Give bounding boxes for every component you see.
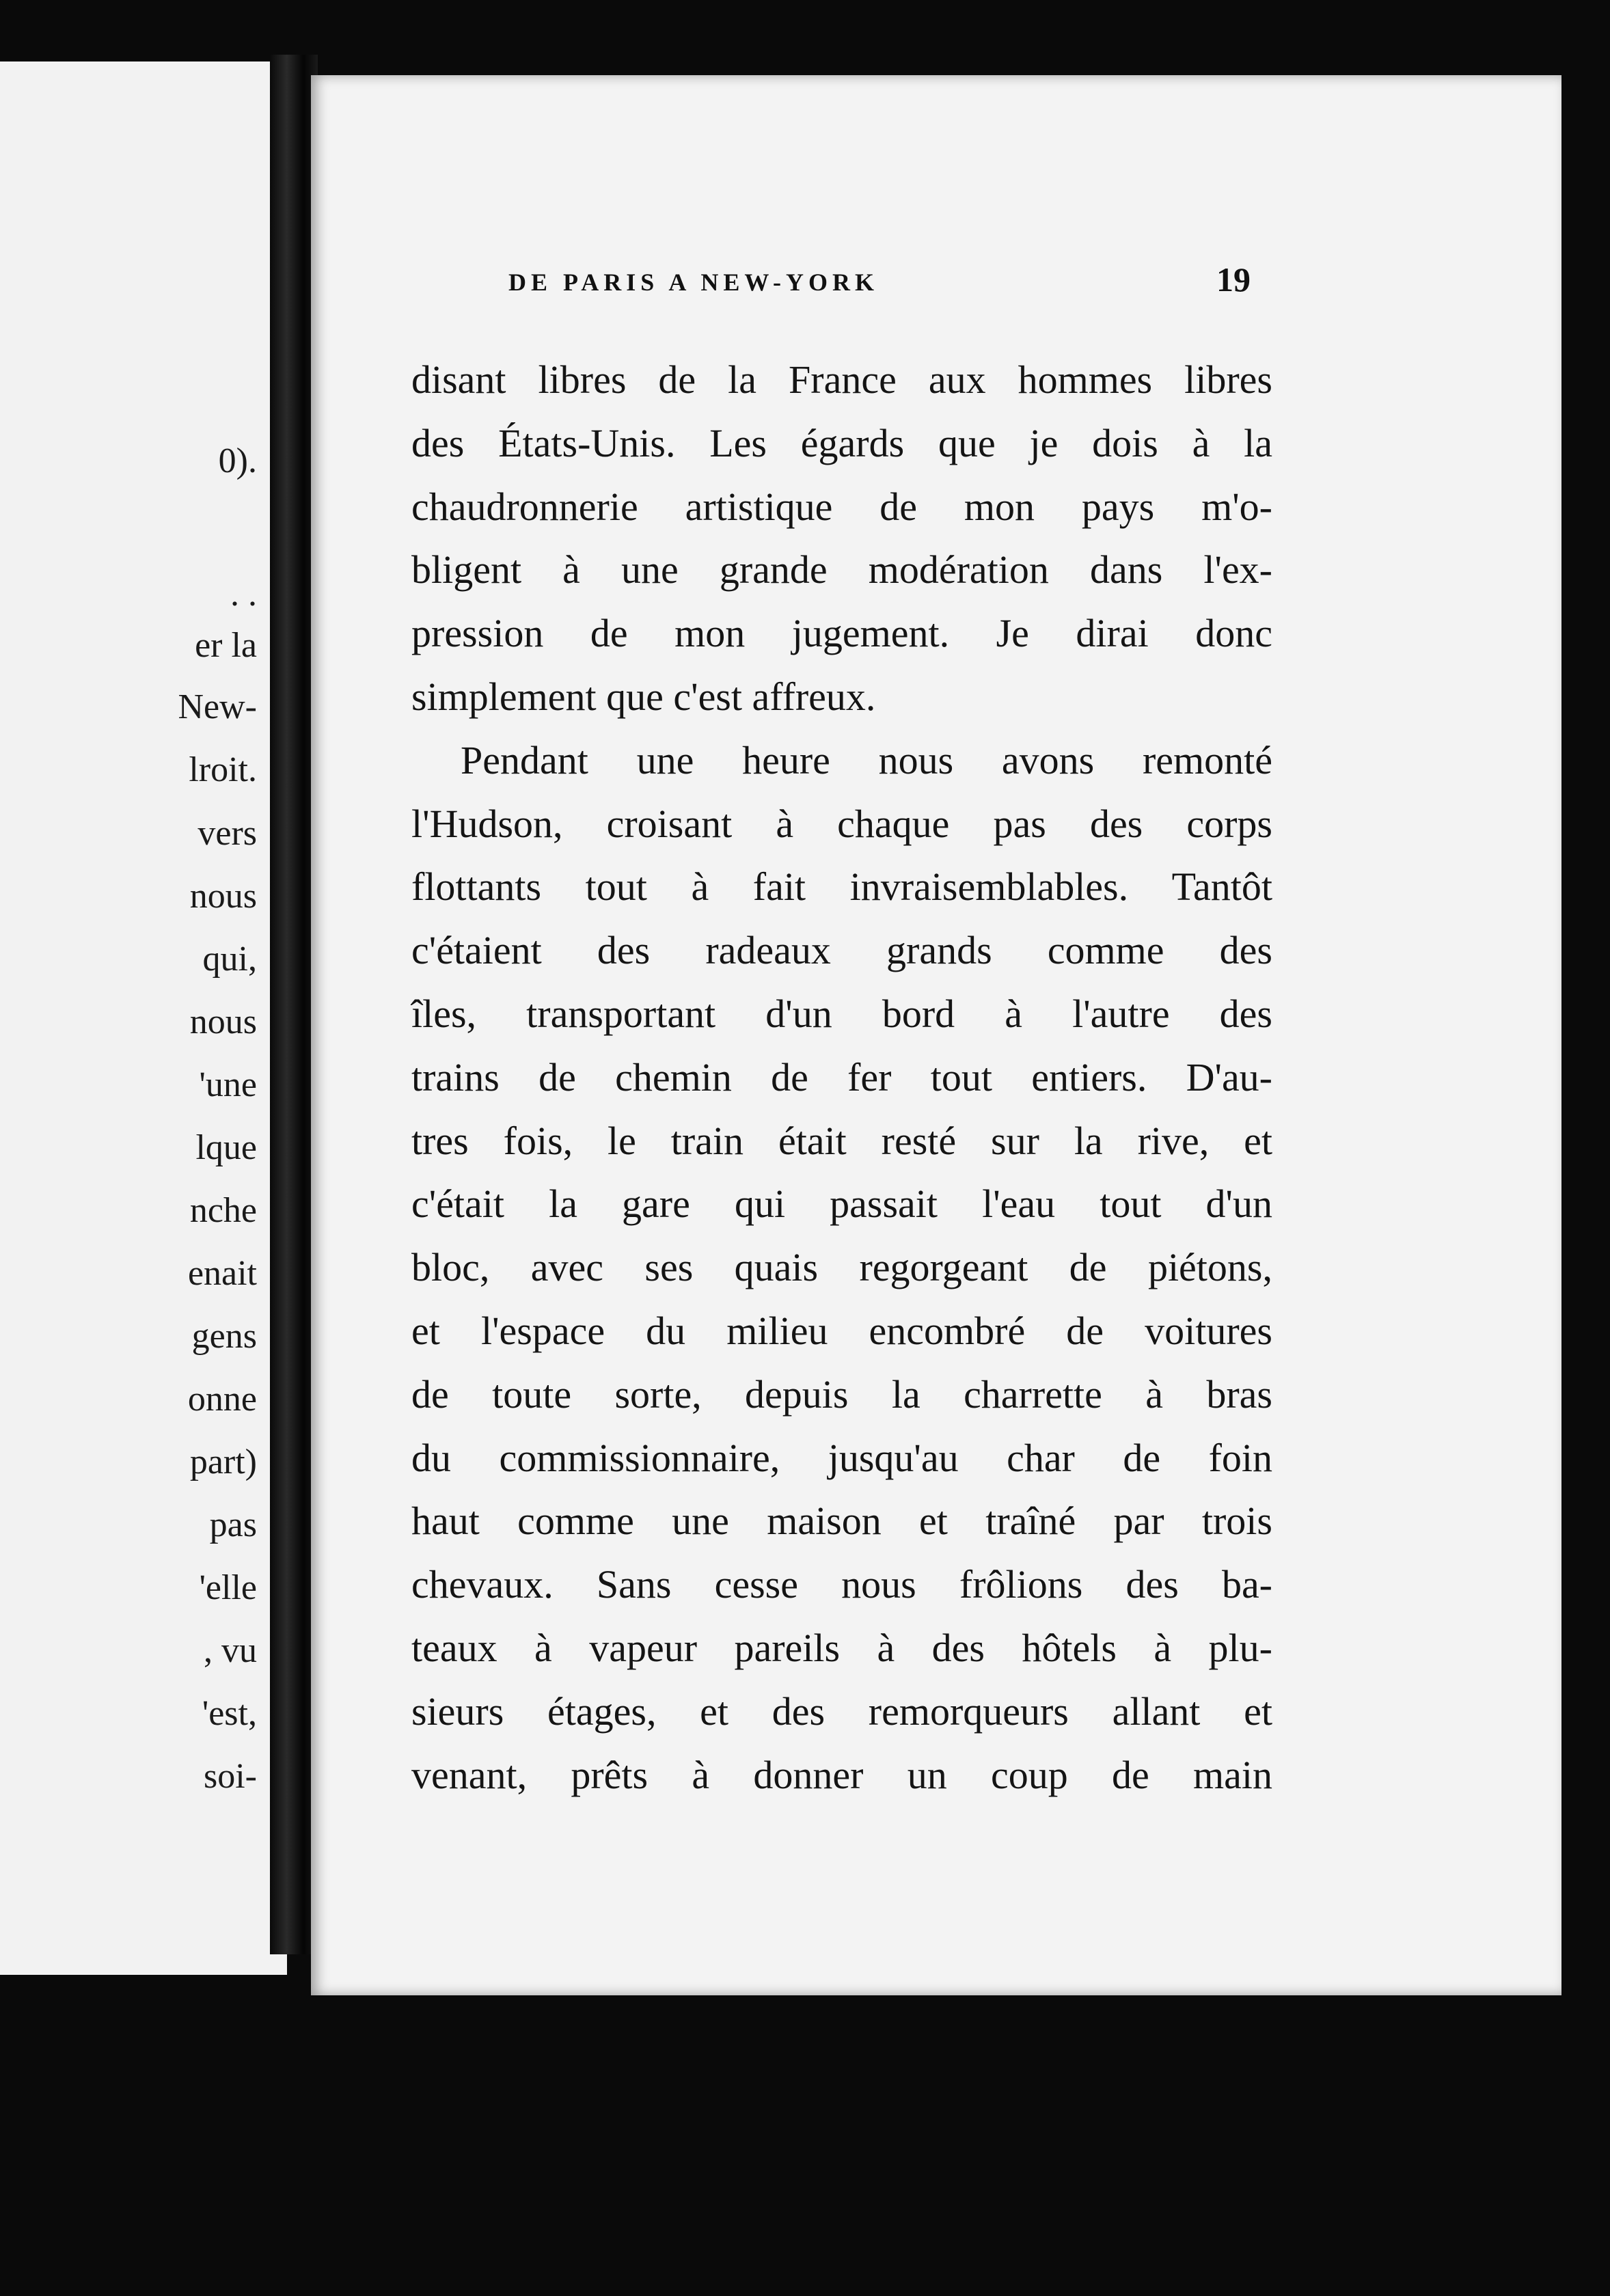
left-fragment: qui, (202, 940, 257, 979)
text-line: flottants tout à fait invraisemblables. Tantôt (411, 864, 1272, 910)
left-fragment: lroit. (189, 750, 257, 789)
left-fragment: soi- (204, 1757, 257, 1796)
text-line: Pendant une heure nous avons remonté (461, 737, 1272, 782)
left-page (0, 62, 287, 1975)
left-fragment: . . (230, 575, 257, 614)
running-head: DE PARIS A NEW-YORK (508, 269, 879, 296)
text-line: l'Hudson, croisant à chaque pas des corps (411, 801, 1272, 846)
left-fragment: New- (178, 687, 257, 726)
left-fragment: part) (189, 1443, 257, 1481)
left-fragment: , vu (204, 1631, 257, 1670)
text-line: chaudronnerie artistique de mon pays m'o- (411, 484, 1272, 529)
left-fragment: nous (189, 877, 257, 916)
left-fragment: 'une (199, 1065, 257, 1104)
text-line: et l'espace du milieu encombré de voitures (411, 1308, 1272, 1353)
left-fragment: nous (189, 1002, 257, 1041)
left-fragment: 'elle (199, 1568, 257, 1607)
text-line: bloc, avec ses quais regorgeant de piétons, (411, 1245, 1272, 1290)
left-fragment: gens (191, 1317, 257, 1356)
left-fragment: er la (195, 626, 257, 665)
text-line: bligent à une grande modération dans l'ex- (411, 547, 1272, 592)
page-number: 19 (1216, 260, 1251, 299)
text-line: venant, prêts à donner un coup de main (411, 1752, 1272, 1797)
text-line: du commissionnaire, jusqu'au char de foin (411, 1435, 1272, 1480)
text-line: pression de mon jugement. Je dirai donc (411, 611, 1272, 656)
left-fragment: pas (209, 1505, 257, 1544)
text-line: chevaux. Sans cesse nous frôlions des ba- (411, 1562, 1272, 1607)
text-line: îles, transportant d'un bord à l'autre des (411, 991, 1272, 1036)
text-line: c'étaient des radeaux grands comme des (411, 928, 1272, 973)
text-line: simplement que c'est affreux. (411, 674, 876, 719)
left-fragment: enait (187, 1254, 257, 1293)
text-line: haut comme une maison et traîné par trois (411, 1499, 1272, 1544)
text-line: de toute sorte, depuis la charrette à bras (411, 1371, 1272, 1417)
text-line: c'était la gare qui passait l'eau tout d'un (411, 1181, 1272, 1227)
text-line: trains de chemin de fer tout entiers. D'au- (411, 1054, 1272, 1099)
left-fragment: 'est, (202, 1694, 257, 1733)
left-fragment: onne (187, 1380, 257, 1419)
text-line: teaux à vapeur pareils à des hôtels à plu- (411, 1625, 1272, 1670)
left-fragment: nche (189, 1191, 257, 1230)
body-text (411, 348, 1272, 1807)
left-fragment: vers (197, 814, 257, 853)
left-fragment: 0). (218, 441, 257, 480)
left-fragment: lque (195, 1128, 257, 1167)
text-line: sieurs étages, et des remorqueurs allant et (411, 1689, 1272, 1734)
text-line: disant libres de la France aux hommes libres (411, 357, 1272, 402)
text-line: des États-Unis. Les égards que je dois à la (411, 420, 1272, 465)
text-line: tres fois, le train était resté sur la rive, et (411, 1118, 1272, 1163)
